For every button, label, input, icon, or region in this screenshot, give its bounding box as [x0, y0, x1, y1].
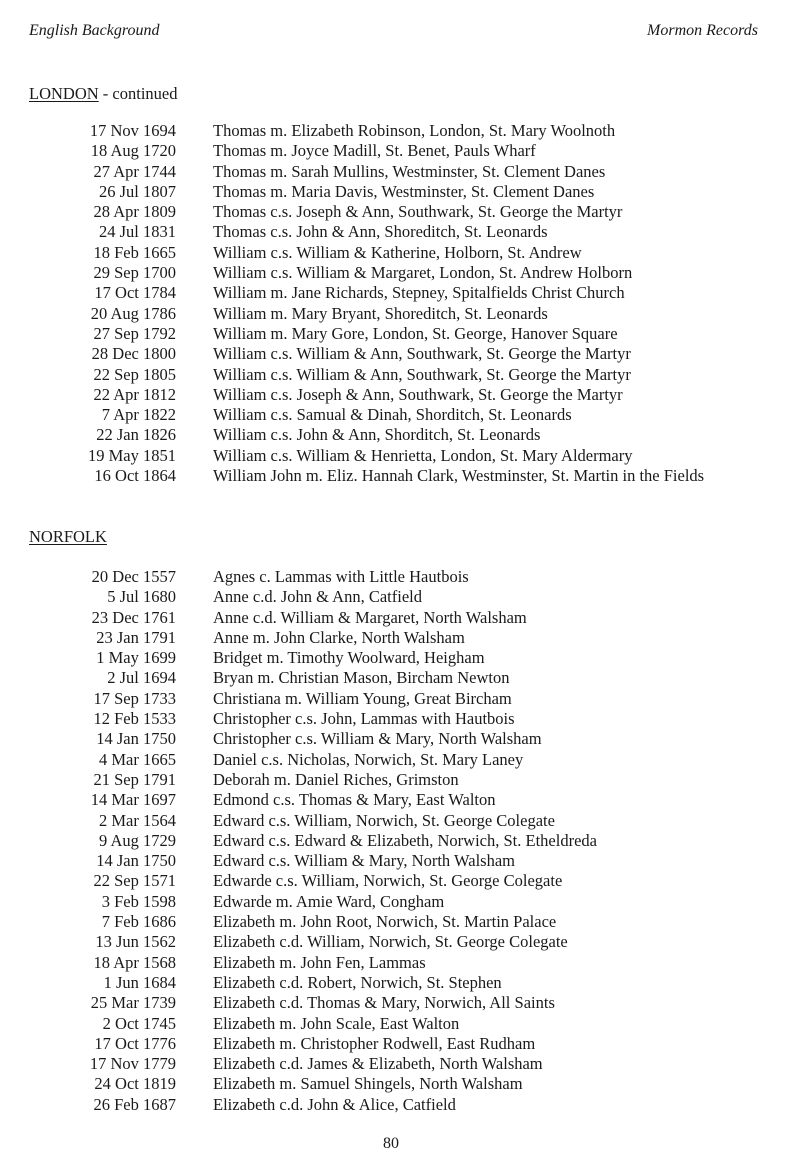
entry-text: Edwarde m. Amie Ward, Congham	[213, 891, 445, 911]
record-entry	[0, 932, 800, 952]
record-entry	[0, 750, 800, 770]
entry-date: 14 Mar 1697	[90, 790, 176, 810]
entry-text: William m. Mary Gore, London, St. George, Hanover Square	[213, 323, 618, 343]
record-entry	[0, 222, 800, 242]
record-entry	[0, 1054, 800, 1074]
entry-date: 1 Jun 1684	[103, 972, 176, 992]
record-entry	[0, 790, 800, 810]
record-entry	[0, 162, 800, 182]
entry-date: 29 Sep 1700	[93, 263, 176, 283]
record-entry	[0, 202, 800, 222]
entry-date: 16 Oct 1864	[94, 466, 176, 486]
entry-text: Bridget m. Timothy Woolward, Heigham	[213, 648, 485, 668]
entry-text: Edwarde c.s. William, Norwich, St. George Colegate	[213, 871, 563, 891]
entry-text: Elizabeth c.d. James & Elizabeth, North Walsham	[213, 1054, 543, 1074]
record-entry	[0, 304, 800, 324]
record-entry	[0, 831, 800, 851]
entry-date: 12 Feb 1533	[93, 709, 176, 729]
entry-text: Christiana m. William Young, Great Bircham	[213, 688, 512, 708]
entry-date: 25 Mar 1739	[90, 993, 176, 1013]
entry-text: Elizabeth c.d. Thomas & Mary, Norwich, All Saints	[213, 993, 555, 1013]
record-entry	[0, 263, 800, 283]
record-entry	[0, 121, 800, 141]
entry-date: 23 Dec 1761	[91, 607, 176, 627]
record-entry	[0, 365, 800, 385]
section-suffix: - continued	[98, 84, 178, 103]
entry-date: 20 Aug 1786	[90, 303, 176, 323]
entry-text: Elizabeth c.d. William, Norwich, St. George Colegate	[213, 932, 568, 952]
entry-text: Elizabeth m. John Scale, East Walton	[213, 1013, 460, 1033]
record-entry	[0, 709, 800, 729]
entry-text: Christopher c.s. John, Lammas with Hautbois	[213, 709, 515, 729]
record-entry	[0, 141, 800, 161]
record-entry	[0, 648, 800, 668]
entry-text: Thomas m. Elizabeth Robinson, London, St. Mary Woolnoth	[213, 121, 616, 140]
entry-text: Deborah m. Daniel Riches, Grimston	[213, 769, 459, 789]
entry-date: 17 Sep 1733	[93, 688, 176, 708]
page-number: 80	[383, 1135, 399, 1152]
entry-date: 22 Jan 1826	[96, 425, 176, 445]
entry-text: Elizabeth c.d. John & Alice, Catfield	[213, 1094, 456, 1114]
record-entry	[0, 953, 800, 973]
record-entry	[0, 425, 800, 445]
record-entry	[0, 668, 800, 688]
entry-text: William m. Jane Richards, Stepney, Spitalfields Christ Church	[213, 283, 625, 303]
entry-text: William c.s. Joseph & Ann, Southwark, St. George the Martyr	[213, 384, 623, 404]
entry-date: 14 Jan 1750	[96, 729, 176, 749]
entry-date: 27 Apr 1744	[93, 161, 176, 181]
entry-date: 2 Mar 1564	[99, 810, 176, 830]
entry-text: Edward c.s. William & Mary, North Walsham	[213, 851, 515, 871]
entry-text: Thomas m. Joyce Madill, St. Benet, Pauls Wharf	[213, 141, 536, 161]
london-entry-list	[0, 121, 800, 486]
entry-text: William m. Mary Bryant, Shoreditch, St. Leonards	[213, 303, 548, 323]
record-entry	[0, 912, 800, 932]
record-entry	[0, 1014, 800, 1034]
entry-date: 13 Jun 1562	[95, 932, 176, 952]
entry-date: 26 Feb 1687	[93, 1094, 176, 1114]
entry-text: William c.s. William & Ann, Southwark, St. George the Martyr	[213, 364, 631, 384]
entry-date: 20 Dec 1557	[91, 567, 176, 586]
entry-date: 9 Aug 1729	[98, 830, 176, 850]
record-entry	[0, 1074, 800, 1094]
entry-text: Anne m. John Clarke, North Walsham	[213, 627, 465, 647]
running-header-left: English Background	[29, 22, 160, 39]
record-entry	[0, 567, 800, 587]
entry-text: Christopher c.s. William & Mary, North Walsham	[213, 729, 542, 749]
entry-date: 22 Sep 1571	[93, 871, 176, 891]
running-header-right: Mormon Records	[647, 22, 758, 39]
entry-date: 28 Dec 1800	[91, 344, 176, 364]
entry-text: Agnes c. Lammas with Little Hautbois	[213, 567, 469, 586]
entry-text: Edmond c.s. Thomas & Mary, East Walton	[213, 790, 496, 810]
entry-text: Thomas c.s. John & Ann, Shoreditch, St. Leonards	[213, 222, 548, 242]
section-name: LONDON	[29, 84, 99, 103]
section-title-london	[29, 84, 177, 104]
norfolk-entry-list	[0, 567, 800, 1115]
entry-text: Bryan m. Christian Mason, Bircham Newton	[213, 668, 510, 688]
entry-text: Elizabeth m. Samuel Shingels, North Walsham	[213, 1074, 523, 1094]
entry-date: 18 Apr 1568	[93, 952, 176, 972]
entry-date: 17 Nov 1694	[89, 121, 176, 140]
entry-text: William c.s. William & Henrietta, London, St. Mary Aldermary	[213, 445, 633, 465]
record-entry	[0, 283, 800, 303]
record-entry	[0, 446, 800, 466]
entry-date: 2 Oct 1745	[102, 1013, 176, 1033]
entry-date: 22 Apr 1812	[93, 384, 176, 404]
record-entry	[0, 871, 800, 891]
record-entry	[0, 243, 800, 263]
record-entry	[0, 770, 800, 790]
entry-date: 17 Oct 1776	[94, 1033, 176, 1053]
entry-date: 2 Jul 1694	[107, 668, 176, 688]
record-entry	[0, 385, 800, 405]
entry-text: Elizabeth m. John Root, Norwich, St. Martin Palace	[213, 912, 557, 932]
entry-date: 19 May 1851	[88, 445, 176, 465]
entry-text: William c.s. Samual & Dinah, Shorditch, St. Leonards	[213, 405, 572, 425]
entry-date: 18 Feb 1665	[93, 242, 176, 262]
entry-date: 22 Sep 1805	[93, 364, 176, 384]
entry-text: Elizabeth c.d. Robert, Norwich, St. Stephen	[213, 972, 502, 992]
record-entry	[0, 466, 800, 486]
entry-date: 24 Oct 1819	[94, 1074, 176, 1094]
entry-date: 17 Nov 1779	[89, 1054, 176, 1074]
entry-date: 24 Jul 1831	[98, 222, 176, 242]
entry-text: Anne c.d. William & Margaret, North Walsham	[213, 607, 527, 627]
entry-date: 1 May 1699	[96, 648, 176, 668]
entry-text: Anne c.d. John & Ann, Catfield	[213, 587, 422, 607]
entry-date: 21 Sep 1791	[93, 769, 176, 789]
entry-date: 5 Jul 1680	[107, 587, 176, 607]
entry-text: William John m. Eliz. Hannah Clark, Westminster, St. Martin in the Fields	[213, 466, 705, 486]
entry-date: 17 Oct 1784	[94, 283, 176, 303]
entry-date: 4 Mar 1665	[99, 749, 176, 769]
entry-date: 27 Sep 1792	[93, 323, 176, 343]
record-entry	[0, 324, 800, 344]
entry-date: 28 Apr 1809	[93, 202, 176, 222]
entry-text: Edward c.s. William, Norwich, St. George Colegate	[213, 810, 555, 830]
record-entry	[0, 628, 800, 648]
entry-date: 7 Feb 1686	[101, 912, 176, 932]
record-entry	[0, 973, 800, 993]
section-title-norfolk	[29, 527, 107, 547]
section-name: NORFOLK	[29, 527, 107, 546]
entry-text: Thomas m. Maria Davis, Westminster, St. Clement Danes	[213, 181, 595, 201]
entry-text: Edward c.s. Edward & Elizabeth, Norwich, St. Etheldreda	[213, 830, 597, 850]
entry-text: Thomas m. Sarah Mullins, Westminster, St. Clement Danes	[213, 161, 606, 181]
entry-text: Daniel c.s. Nicholas, Norwich, St. Mary Laney	[213, 749, 524, 769]
entry-text: William c.s. William & Ann, Southwark, St. George the Martyr	[213, 344, 631, 364]
record-entry	[0, 1095, 800, 1115]
record-entry	[0, 851, 800, 871]
entry-text: William c.s. William & Margaret, London, St. Andrew Holborn	[213, 263, 633, 283]
record-entry	[0, 405, 800, 425]
record-entry	[0, 811, 800, 831]
entry-text: Thomas c.s. Joseph & Ann, Southwark, St. George the Martyr	[213, 202, 623, 222]
entry-date: 3 Feb 1598	[101, 891, 176, 911]
record-entry	[0, 182, 800, 202]
entry-date: 26 Jul 1807	[98, 181, 176, 201]
entry-text: William c.s. William & Katherine, Holborn, St. Andrew	[213, 242, 582, 262]
record-entry	[0, 689, 800, 709]
record-entry	[0, 993, 800, 1013]
record-entry	[0, 587, 800, 607]
entry-text: Elizabeth m. Christopher Rodwell, East Rudham	[213, 1033, 536, 1053]
entry-text: William c.s. John & Ann, Shorditch, St. Leonards	[213, 425, 541, 445]
record-entry	[0, 344, 800, 364]
entry-date: 18 Aug 1720	[90, 141, 176, 161]
entry-date: 7 Apr 1822	[101, 405, 176, 425]
record-entry	[0, 892, 800, 912]
entry-date: 23 Jan 1791	[96, 627, 176, 647]
entry-text: Elizabeth m. John Fen, Lammas	[213, 952, 426, 972]
entry-date: 14 Jan 1750	[96, 851, 176, 871]
record-entry	[0, 608, 800, 628]
record-entry	[0, 729, 800, 749]
record-entry	[0, 1034, 800, 1054]
